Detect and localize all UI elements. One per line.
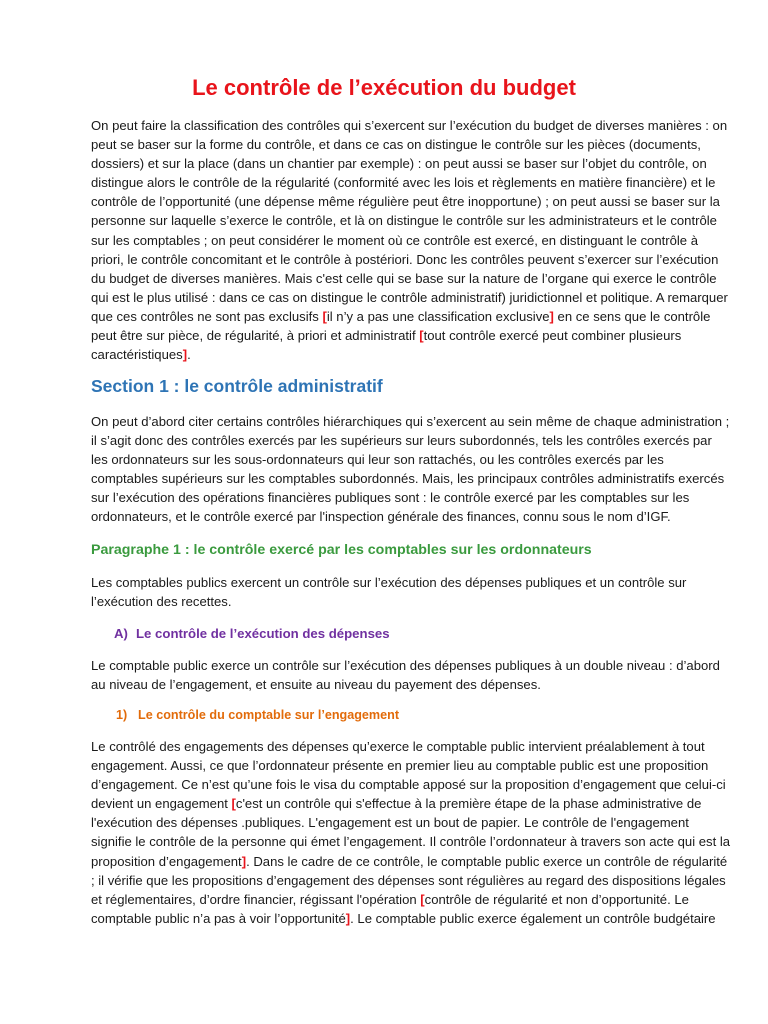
paragraphe-1-text: Les comptables publics exercent un contrôle sur l’exécution des dépenses publiques et un contrôle sur l’exécution des recettes. — [91, 575, 687, 610]
document-title: Le contrôle de l’exécution du budget — [192, 75, 576, 100]
paragraphe-1-heading: Paragraphe 1 : le contrôle exercé par les comptables sur les ordonnateurs — [91, 542, 592, 558]
intro-paragraph: On peut faire la classification des contrôles qui s’exercent sur l’exécution du budget de diverses manières : on peut se baser sur la forme du contrôle, et dans ce cas on distingue le contrôle sur les pièces (documents, dossiers) et sur la place (dans un chantier par exemple) : on peut aussi se baser sur l’objet du contrôle, on distingue alors le contrôle de la régularité (conformité avec les lois et règlements en matière financière) et le contrôle de l’opportunité (une dépense même régulière peut être inopportune) ; on peut aussi se baser sur la personne sur laquelle s’exerce le contrôle, et là on distingue le contrôle sur les administrateurs et le contrôle sur les comptables ; on peut considérer le moment où ce contrôle est exercé, en distinguant le contrôle à priori, le contrôle concomitant et le contrôle à postériori. Donc les contrôles peuvent s’exercer sur l’exécution du budget de diverses manières. Mais c'est celle qui se base sur la nature de l’organe qui exerce le contrôle qui est le plus utilisé : dans ce cas on distingue le contrôle administratif) juridictionnel et politique. A remarquer que ces contrôles ne sont pas exclusifs [il n’y a pas une classification exclusive] en ce sens que le contrôle peut être sur pièce, de régularité, à priori et administratif [tout contrôle exercé peut combiner plusieurs caractéristiques]. — [91, 118, 728, 363]
subsection-1-heading: 1) Le contrôle du comptable sur l’engagement — [116, 708, 400, 722]
subsection-a-heading: A) Le contrôle de l’exécution des dépenses — [114, 626, 390, 641]
subsection-a-text: Le comptable public exerce un contrôle sur l’exécution des dépenses publiques à un double niveau : d’abord au niveau de l’engagement, et ensuite au niveau du payement des dépenses. — [91, 658, 720, 693]
section-1-heading: Section 1 : le contrôle administratif — [91, 376, 383, 396]
section-1-paragraph: On peut d’abord citer certains contrôles hiérarchiques qui s’exercent au sein même de chaque administration ; il s’agit donc des contrôles exercés par les supérieurs sur leurs subordonnés, tels les contrôles exercés par les ordonnateurs sur les sous-ordonnateurs qui leur son rattachés, ou les contrôles exercés par les comptables supérieurs sur les comptables subordonnés. Mais, les principaux contrôles administratifs exercés sur l’exécution des opérations financières publiques sont : le contrôle exercé par les comptables sur les ordonnateurs, et le contrôle exercé par l'inspection générale des finances, connu sous le nom d’IGF. — [91, 414, 730, 525]
subsection-1-text: Le contrôlé des engagements des dépenses qu’exerce le comptable public intervient préalablement à tout engagement. Aussi, ce que l’ordonnateur présente en premier lieu au comptable public est une proposition d’engagement. Ce n’est qu’une fois le visa du comptable apposé sur la proposition d’engagement que celui-ci devient un engagement [c'est un contrôle qui s'effectue à la première étape de la phase administrative de l'exécution des dépenses .publiques. L'engagement est un bout de papier. Le contrôle de l'engagement signifie le contrôle de la personne qui émet l’engagement. Il contrôle l’ordonnateur à travers son acte qui est la proposition d’engagement]. Dans le cadre de ce contrôle, le comptable public exerce un contrôle de régularité ; il vérifie que les propositions d’engagement des dépenses sont régulières au regard des dispositions légales et réglementaires, d’ordre financier, régissant l'opération [contrôle de régularité et non d’opportunité. Le comptable public n’a pas à voir l’opportunité]. Le comptable public exerce également un contrôle budgétaire — [91, 739, 731, 926]
